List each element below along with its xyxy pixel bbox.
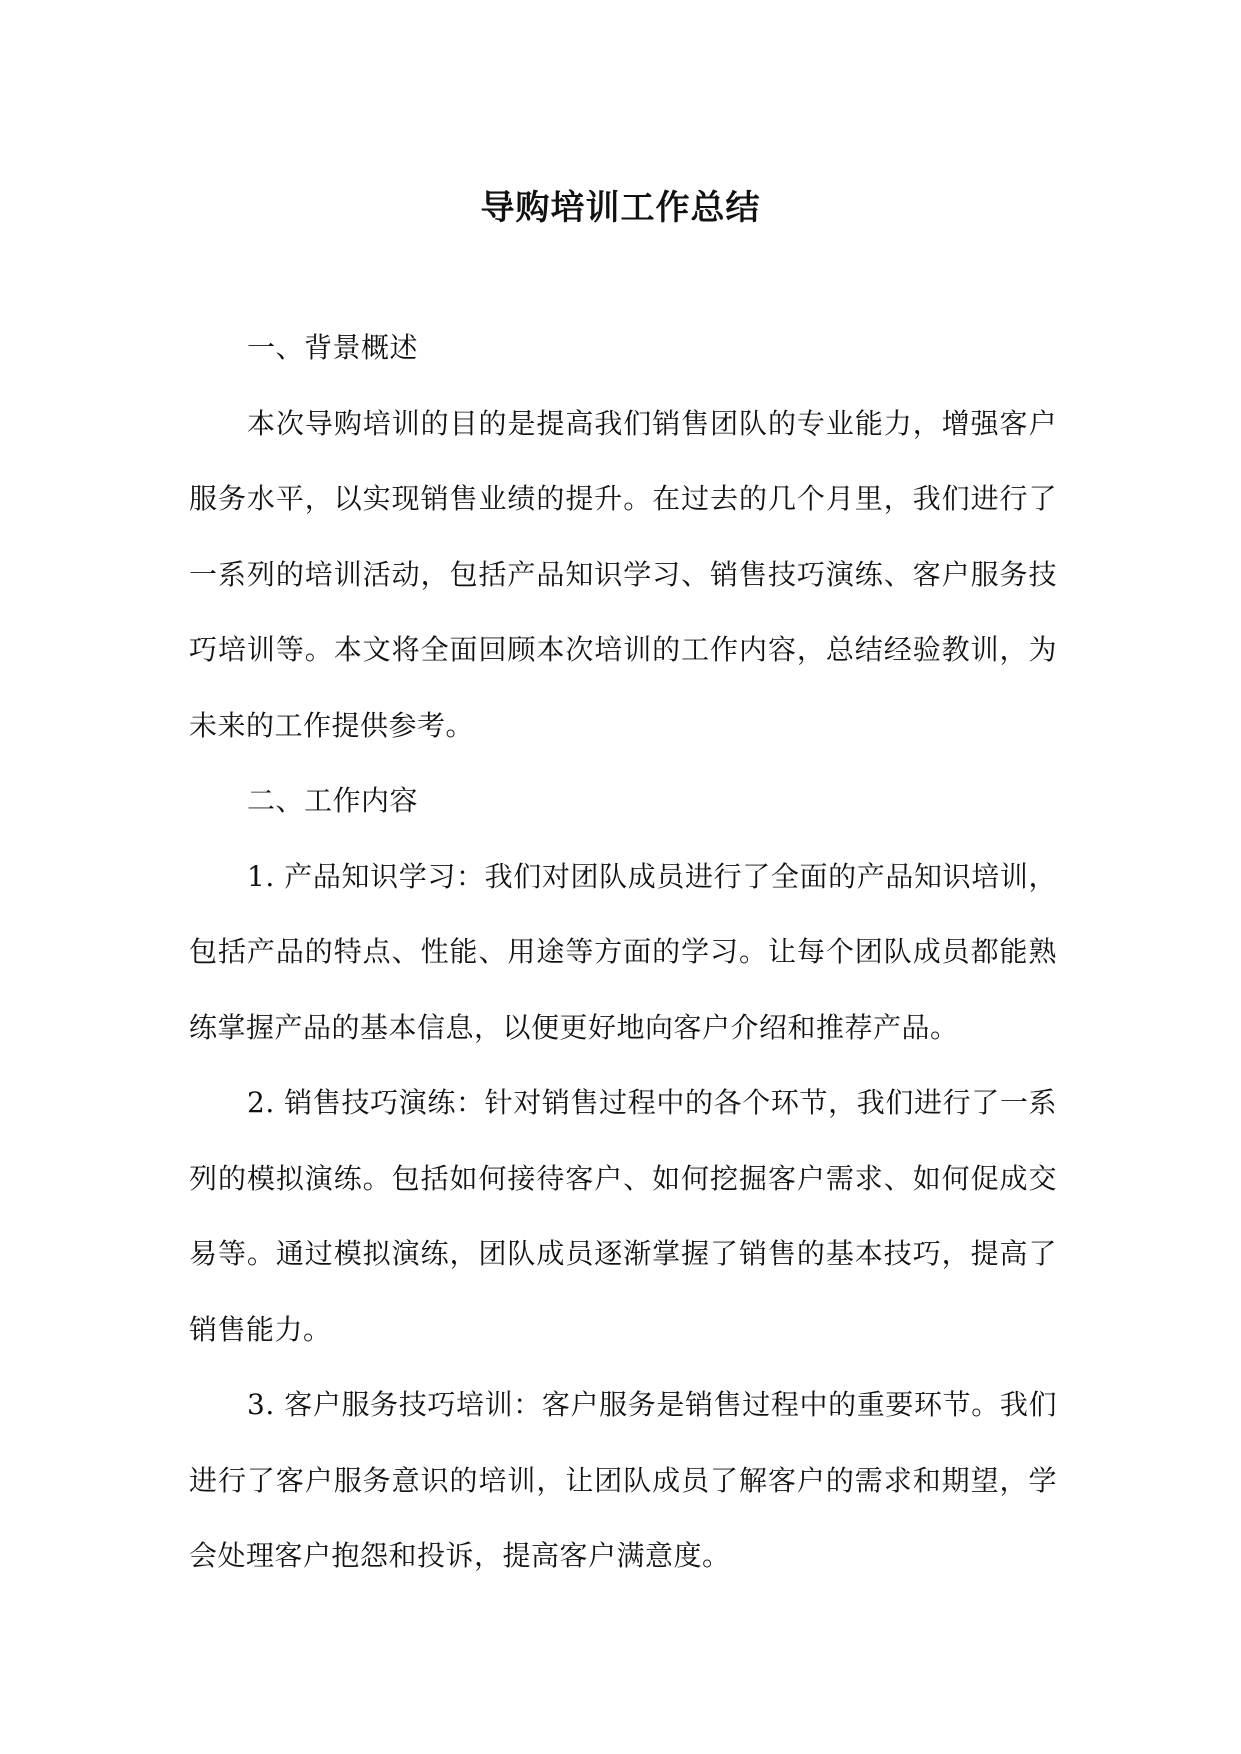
paragraph-customer-service: 3. 客户服务技巧培训：客户服务是销售过程中的重要环节。我们进行了客户服务意识的培训，让团队成员了解客户的需求和期望，学会处理客户抱怨和投诉，提高客户满意度。: [189, 1388, 1057, 1572]
paragraph-product-knowledge: 1. 产品知识学习：我们对团队成员进行了全面的产品知识培训，包括产品的特点、性能、用途等方面的学习。让每个团队成员都能熟练掌握产品的基本信息，以便更好地向客户介绍和推荐产品。: [189, 859, 1057, 1044]
paragraph-sales-skills: 2. 销售技巧演练：针对销售过程中的各个环节，我们进行了一系列的模拟演练。包括如何接待客户、如何挖掘客户需求、如何促成交易等。通过模拟演练，团队成员逐渐掌握了销售的基本技巧，提高了销售能力。: [189, 1086, 1057, 1346]
document-title: 导购培训工作总结: [480, 188, 761, 228]
paragraph-background: 本次导购培训的目的是提高我们销售团队的专业能力，增强客户服务水平，以实现销售业绩的提升。在过去的几个月里，我们进行了一系列的培训活动，包括产品知识学习、销售技巧演练、客户服务技巧培训等。本文将全面回顾本次培训的工作内容，总结经验教训，为未来的工作提供参考。: [189, 406, 1057, 742]
section-heading-work-content: 二、工作内容: [247, 784, 419, 817]
section-heading-background: 一、背景概述: [247, 331, 419, 364]
document-body: [189, 310, 1057, 1594]
